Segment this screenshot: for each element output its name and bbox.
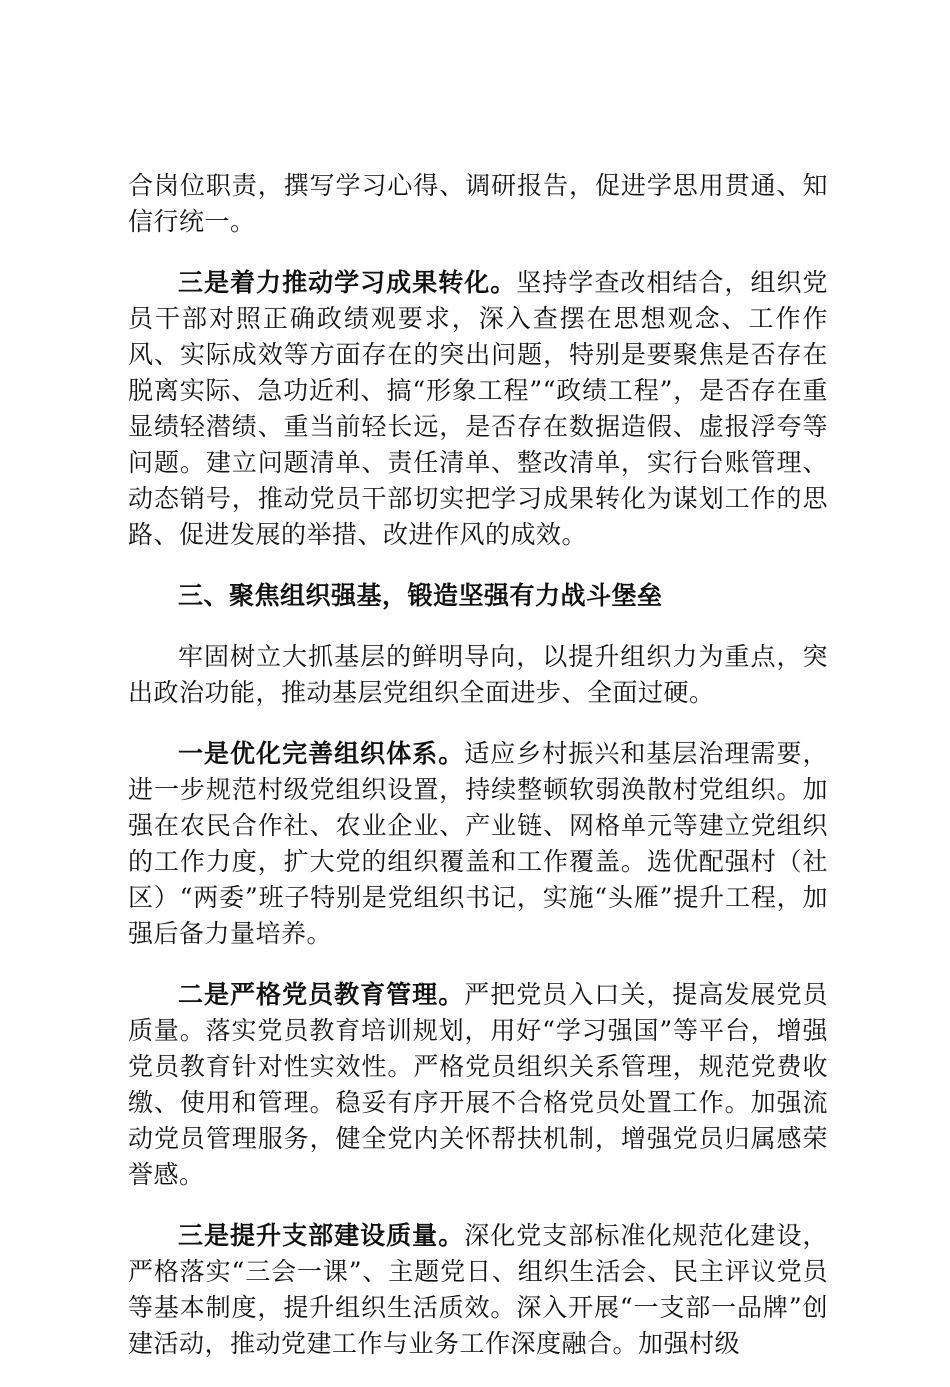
section-heading: 三、聚焦组织强基，锻造坚强有力战斗堡垒 <box>178 581 663 610</box>
paragraph-branch-quality <box>128 1218 828 1362</box>
paragraph-text: 合岗位职责，撰写学习心得、调研报告，促进学思用贯通、知信行统一。 <box>128 171 828 236</box>
paragraph-section-intro <box>128 639 828 711</box>
paragraph-member-management <box>128 977 828 1193</box>
paragraph-lead: 三是提升支部建设质量。 <box>178 1221 465 1250</box>
paragraph-learning-results <box>128 265 828 553</box>
paragraph-continuation <box>128 168 828 240</box>
paragraph-lead: 一是优化完善组织体系。 <box>178 739 465 768</box>
document-body <box>128 168 828 1387</box>
paragraph-lead: 二是严格党员教育管理。 <box>178 980 465 1009</box>
paragraph-organization-system <box>128 736 828 952</box>
paragraph-text: 严把党员入口关，提高发展党员质量。落实党员教育培训规划，用好“学习强国”等平台，增强党员教育针对性实效性。严格党员组织关系管理，规范党费收缴、使用和管理。稳妥有序开展不合格党员处置工作。加强流动党员管理服务，健全党内关怀帮扶机制，增强党员归属感荣誉感。 <box>128 980 828 1189</box>
paragraph-text: 牢固树立大抓基层的鲜明导向，以提升组织力为重点，突出政治功能，推动基层党组织全面进步、全面过硬。 <box>128 642 828 707</box>
paragraph-lead: 三是着力推动学习成果转化。 <box>178 268 517 297</box>
paragraph-text: 深化党支部标准化规范化建设，严格落实“三会一课”、主题党日、组织生活会、民主评议党员等基本制度，提升组织生活质效。深入开展“一支部一品牌”创建活动，推动党建工作与业务工作深度融合。加强村级 <box>128 1221 828 1358</box>
paragraph-text: 坚持学查改相结合，组织党员干部对照正确政绩观要求，深入查摆在思想观念、工作作风、实际成效等方面存在的突出问题，特别是要聚焦是否存在脱离实际、急功近利、搞“形象工程”“政绩工程”，是否存在重显绩轻潜绩、重当前轻长远，是否存在数据造假、虚报浮夸等问题。建立问题清单、责任清单、整改清单，实行台账管理、动态销号，推动党员干部切实把学习成果转化为谋划工作的思路、促进发展的举措、改进作风的成效。 <box>128 268 828 549</box>
paragraph-text: 适应乡村振兴和基层治理需要，进一步规范村级党组织设置，持续整顿软弱涣散村党组织。加强在农民合作社、农业企业、产业链、网格单元等建立党组织的工作力度，扩大党的组织覆盖和工作覆盖。选优配强村（社区）“两委”班子特别是党组织书记，实施“头雁”提升工程，加强后备力量培养。 <box>128 739 828 948</box>
